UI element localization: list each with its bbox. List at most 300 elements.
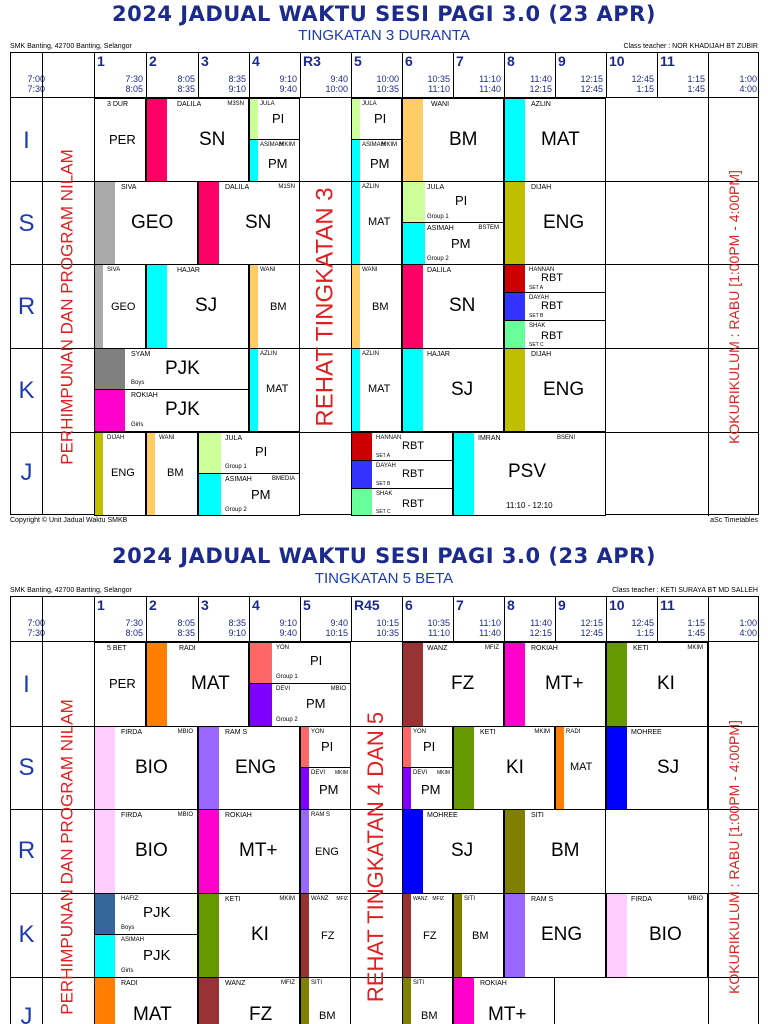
class-code: MKIM — [279, 142, 295, 148]
subject-name: PI — [272, 111, 285, 126]
subject-name: ENG — [543, 379, 585, 400]
subject-name: MT+ — [488, 1004, 527, 1024]
subject-name: PJK — [143, 904, 171, 921]
period-col-3 — [198, 597, 249, 641]
teacher-name: IMRAN — [478, 435, 501, 442]
teacher-name: RAM S — [311, 812, 331, 818]
period-col-11 — [657, 53, 708, 97]
period-end: 12:45 — [580, 628, 603, 638]
subject-name: RBT — [541, 300, 563, 312]
subject-name: BM — [421, 1010, 438, 1022]
software-credit: aSc Timetables — [710, 517, 758, 524]
teacher-name: AZLIN — [260, 351, 278, 357]
class-teacher: Class teacher : KETI SURAYA BT MD SALLEH — [612, 587, 758, 594]
teacher-name: KETI — [633, 645, 649, 652]
period-start: 9:40 — [330, 618, 348, 628]
subject-name: ENG — [235, 757, 277, 778]
period-end: 12:15 — [529, 84, 552, 94]
period-col-5 — [300, 597, 351, 641]
period-number: 1 — [97, 53, 105, 69]
subject-name: MT+ — [239, 840, 278, 861]
subject-name: PI — [374, 111, 387, 126]
group-label: Boys — [131, 380, 145, 386]
lesson-cell[interactable] — [300, 767, 351, 810]
lesson-cell[interactable] — [94, 934, 198, 978]
period-end: 10:35 — [376, 628, 399, 638]
lesson-cell[interactable] — [402, 222, 504, 265]
subject-name: KI — [506, 757, 524, 778]
period-start: 8:35 — [228, 74, 246, 84]
period-end: 1:15 — [636, 84, 654, 94]
day-label: I — [23, 671, 30, 698]
period-end: 8:05 — [125, 84, 143, 94]
teacher-name: ROKIAH — [480, 980, 507, 987]
period-start: 12:15 — [580, 618, 603, 628]
subject-name: PJK — [165, 358, 200, 379]
teacher-name: RADI — [179, 645, 196, 652]
lesson-cell[interactable] — [351, 98, 402, 140]
teacher-name: FIRDA — [631, 896, 652, 903]
teacher-name: DIJAH — [531, 184, 552, 191]
copyright: Copyright © Unit Jadual Waktu SMKB — [10, 517, 128, 524]
teacher-name: RADI — [121, 980, 138, 987]
period-col-6 — [402, 597, 453, 641]
lesson-cell[interactable] — [249, 264, 300, 349]
period-start: 11:40 — [530, 74, 552, 84]
teacher-name: ASIMAH — [260, 142, 284, 148]
lesson-cell[interactable] — [300, 893, 351, 978]
lesson-cell[interactable] — [300, 809, 351, 894]
cocurriculum-banner: KOKURIKULUM : RABU [1:00PM - 4:00PM] — [726, 720, 743, 994]
day-label: R — [17, 837, 36, 864]
lesson-cell[interactable] — [351, 264, 402, 349]
period-end: 1:45 — [687, 84, 705, 94]
teacher-name: DEVI — [413, 770, 428, 776]
teacher-name: WANI — [260, 267, 276, 273]
group-label: Group 2 — [276, 717, 298, 723]
period-end: 11:40 — [479, 84, 501, 94]
period-end: 12:45 — [580, 84, 603, 94]
period-number: 10 — [609, 597, 625, 613]
subject-name: PJK — [165, 399, 200, 420]
class-name: TINGKATAN 3 DURANTA — [298, 27, 470, 44]
subject-name: MAT — [541, 129, 580, 150]
subject-name: BIO — [135, 840, 168, 861]
lesson-cell[interactable] — [351, 488, 453, 516]
lesson-cell[interactable] — [198, 809, 300, 894]
lesson-cell[interactable] — [146, 642, 249, 727]
group-label: SET C — [529, 342, 544, 348]
subject-name: BM — [472, 930, 489, 942]
lesson-cell[interactable] — [555, 726, 606, 810]
period-end: 1:45 — [687, 628, 705, 638]
teacher-name: YON — [413, 729, 427, 735]
lesson-cell[interactable] — [402, 893, 453, 978]
lesson-cell[interactable] — [453, 893, 504, 978]
lesson-cell[interactable] — [402, 642, 504, 727]
period-number: 8 — [507, 53, 515, 69]
subject-name: PI — [310, 653, 323, 668]
teacher-name: 5 BET — [107, 645, 127, 652]
subject-name: FZ — [423, 930, 437, 942]
period-col-1 — [27, 53, 146, 97]
teacher-name: SITI — [311, 980, 323, 986]
subject-name: MAT — [570, 761, 593, 773]
period-start: 9:10 — [279, 74, 297, 84]
teacher-name: DEVI — [276, 686, 291, 692]
subject-name: BM — [167, 467, 184, 479]
group-label: Group 2 — [225, 507, 247, 513]
subject-name: MAT — [368, 216, 391, 228]
period-start: 12:45 — [631, 74, 654, 84]
lesson-cell[interactable] — [249, 348, 300, 432]
lesson-cell[interactable] — [351, 181, 402, 265]
teacher-name: SITI — [531, 812, 544, 819]
lesson-cell[interactable] — [402, 977, 453, 1024]
class-code: MBIO — [177, 729, 193, 735]
period-end: 12:15 — [529, 628, 552, 638]
teacher-name: RADI — [566, 729, 581, 735]
lesson-cell[interactable] — [249, 139, 300, 182]
teacher-name: AZLIN — [531, 101, 551, 108]
day-label: K — [18, 921, 35, 948]
subject-name: ENG — [543, 212, 585, 233]
class-code: M1SN — [278, 184, 295, 190]
lesson-cell[interactable] — [198, 473, 300, 516]
day-label: S — [18, 754, 35, 781]
subject-name: BM — [319, 1010, 336, 1022]
teacher-name: KETI — [225, 896, 241, 903]
period-col-7 — [453, 597, 504, 641]
period-number: 6 — [405, 597, 413, 613]
period-start: 1:00 — [739, 618, 757, 628]
subject-name: MAT — [368, 383, 391, 395]
teacher-name: ASIMAH — [121, 937, 145, 943]
period-number: 2 — [149, 597, 157, 613]
group-label: Group 2 — [427, 256, 449, 262]
period-start: 11:40 — [530, 618, 552, 628]
period-start: 10:15 — [376, 618, 399, 628]
period-col-5 — [351, 53, 402, 97]
lesson-cell[interactable] — [249, 683, 351, 727]
lesson-cell[interactable] — [249, 642, 351, 684]
period-number: 11 — [660, 53, 675, 69]
period-col-2 — [146, 53, 198, 97]
lesson-cell[interactable] — [94, 893, 198, 935]
break-banner: REHAT TINGKATAN 3 — [311, 187, 339, 427]
teacher-name: DALILA — [225, 184, 250, 191]
subject-name: RBT — [541, 330, 563, 342]
period-number: 8 — [507, 597, 515, 613]
lesson-cell[interactable] — [351, 432, 453, 461]
teacher-name: FIRDA — [121, 729, 142, 736]
period-number: 4 — [252, 53, 260, 69]
lesson-cell[interactable] — [504, 181, 606, 265]
lesson-cell[interactable] — [504, 642, 606, 727]
period-start: 1:15 — [687, 74, 705, 84]
class-code: MKIM — [436, 770, 450, 776]
period-col-2 — [146, 597, 198, 641]
sheet-title: 2024 JADUAL WAKTU SESI PAGI 3.0 (23 APR) — [112, 544, 656, 568]
period-end: 4:00 — [739, 84, 757, 94]
lesson-cell[interactable] — [402, 98, 504, 182]
period-start: 7:00 — [27, 618, 45, 628]
subject-name: PI — [321, 739, 334, 754]
period-end: 11:10 — [428, 628, 450, 638]
period-number: 9 — [558, 53, 566, 69]
period-number: 7 — [456, 597, 464, 613]
group-label: SET A — [529, 285, 544, 291]
group-label: Boys — [121, 925, 135, 931]
period-number: 3 — [201, 597, 209, 613]
lesson-cell[interactable] — [198, 432, 300, 474]
subject-name: ENG — [541, 924, 583, 945]
period-header — [11, 53, 758, 98]
group-label: Girls — [131, 422, 144, 428]
lesson-cell[interactable] — [94, 264, 146, 349]
teacher-name: DALILA — [427, 267, 452, 274]
class-code: MFIZ — [485, 645, 499, 651]
period-col-10 — [606, 597, 657, 641]
lesson-cell[interactable] — [606, 726, 708, 810]
lesson-cell[interactable] — [94, 977, 198, 1024]
lesson-cell[interactable] — [94, 809, 198, 894]
class-code: M3SN — [227, 101, 244, 107]
lesson-cell[interactable] — [300, 726, 351, 768]
period-end: 7:30 — [27, 84, 45, 94]
teacher-name: WANZ — [311, 896, 329, 902]
period-end: 7:30 — [27, 628, 45, 638]
timetable-grid — [10, 596, 759, 1024]
period-start: 11:10 — [479, 618, 501, 628]
period-col-7 — [453, 53, 504, 97]
lesson-cell[interactable] — [504, 292, 606, 321]
period-start: 10:35 — [427, 618, 450, 628]
cocurriculum-banner: KOKURIKULUM : RABU [1:00PM - 4:00PM] — [726, 170, 743, 444]
lesson-cell[interactable] — [198, 726, 300, 810]
period-start: 9:40 — [330, 74, 348, 84]
lesson-cell[interactable] — [504, 264, 606, 293]
subject-name: FZ — [451, 673, 475, 694]
teacher-name: AZLIN — [362, 351, 380, 357]
teacher-name: AZLIN — [362, 184, 380, 190]
subject-name: MAT — [266, 383, 289, 395]
subject-name: PJK — [143, 947, 171, 964]
period-end: 8:35 — [177, 628, 195, 638]
teacher-name: MOHREE — [427, 812, 458, 819]
teacher-name: KETI — [480, 729, 496, 736]
subject-name: RBT — [402, 498, 424, 510]
day-label: K — [18, 377, 35, 404]
lesson-cell[interactable] — [402, 809, 504, 894]
class-code: MKIM — [279, 896, 295, 902]
subject-name: SN — [199, 129, 226, 150]
teacher-name: SYAM — [131, 351, 151, 358]
period-start: 7:30 — [125, 618, 143, 628]
period-start: 11:10 — [479, 74, 501, 84]
period-start: 12:45 — [631, 618, 654, 628]
subject-name: ENG — [315, 846, 339, 858]
lesson-cell[interactable] — [198, 977, 300, 1024]
subject-name: PSV — [508, 461, 547, 482]
teacher-name: HAJAR — [427, 351, 450, 358]
group-label: SET C — [376, 509, 391, 515]
group-label: Group 1 — [225, 464, 247, 470]
subject-name: BM — [270, 301, 287, 313]
subject-name: PER — [109, 676, 136, 691]
lesson-cell[interactable] — [94, 642, 146, 727]
period-col-9 — [555, 53, 606, 97]
period-number: R3 — [303, 53, 321, 69]
period-number: 5 — [303, 597, 311, 613]
teacher-name: ASIMAH — [362, 142, 386, 148]
day-label: J — [20, 1003, 33, 1024]
teacher-name: ROKIAH — [131, 392, 158, 399]
subject-name: BM — [551, 840, 580, 861]
period-number: R45 — [354, 597, 380, 613]
lesson-cell[interactable] — [94, 389, 249, 432]
lesson-cell[interactable] — [94, 181, 198, 265]
lesson-cell[interactable] — [300, 977, 351, 1024]
teacher-name: RAM S — [225, 729, 248, 736]
class-code: BMEDIA — [271, 476, 295, 482]
teacher-name: SHAK — [529, 323, 546, 329]
teacher-name: WANZ — [427, 645, 448, 652]
lesson-cell[interactable] — [504, 320, 606, 349]
timetable-sheet-form5 — [0, 540, 768, 1024]
subject-name: KI — [251, 924, 269, 945]
teacher-name: SIVA — [107, 267, 121, 273]
class-code: MKIM — [334, 770, 348, 776]
lesson-cell[interactable] — [146, 98, 249, 182]
lesson-cell[interactable] — [146, 432, 198, 516]
period-col-8 — [504, 53, 555, 97]
group-label: SET A — [376, 453, 391, 459]
lesson-cell[interactable] — [198, 893, 300, 978]
teacher-name: HAFIZ — [121, 896, 139, 902]
teacher-name: HAJAR — [177, 267, 200, 274]
group-label: Girls — [121, 968, 134, 974]
period-end: 8:05 — [125, 628, 143, 638]
subject-name: SJ — [657, 757, 680, 778]
subject-name: SN — [449, 295, 476, 316]
subject-name: SN — [245, 212, 272, 233]
lesson-cell[interactable] — [504, 893, 606, 978]
subject-name: GEO — [111, 301, 136, 313]
teacher-name: SHAK — [376, 491, 393, 497]
lesson-cell[interactable] — [453, 432, 606, 516]
lesson-cell[interactable] — [504, 348, 606, 432]
period-number: 7 — [456, 53, 464, 69]
teacher-name: WANZ — [225, 980, 246, 987]
group-label: Group 1 — [276, 674, 298, 680]
lesson-cell[interactable] — [402, 726, 453, 768]
period-col-4 — [249, 597, 300, 641]
lesson-cell[interactable] — [94, 348, 249, 390]
period-col-4 — [249, 53, 300, 97]
period-start: 12:15 — [580, 74, 603, 84]
lesson-cell[interactable] — [402, 348, 504, 432]
period-col-10 — [606, 53, 657, 97]
period-header — [11, 597, 758, 642]
class-code: MFIZ — [281, 980, 295, 986]
period-start: 1:00 — [739, 74, 757, 84]
class-code: BSENI — [556, 435, 575, 441]
day-label: R — [17, 293, 36, 320]
teacher-name: ROKIAH — [531, 645, 558, 652]
lesson-cell[interactable] — [198, 181, 300, 265]
lesson-cell[interactable] — [94, 432, 146, 516]
teacher-name: DALILA — [177, 101, 202, 108]
period-end: 8:35 — [177, 84, 195, 94]
teacher-name: DIJAH — [531, 351, 552, 358]
subject-name: BM — [372, 301, 389, 313]
class-teacher: Class teacher : NOR KHADIJAH BT ZUBIR — [623, 43, 758, 50]
lesson-cell[interactable] — [504, 98, 606, 182]
period-start: 10:35 — [427, 74, 450, 84]
subject-name: PM — [268, 156, 288, 171]
lesson-cell[interactable] — [504, 809, 606, 894]
teacher-name: YON — [276, 645, 290, 651]
period-number: 1 — [97, 597, 105, 613]
subject-name: MAT — [133, 1004, 172, 1024]
lesson-cell[interactable] — [146, 264, 249, 349]
teacher-name: ROKIAH — [225, 812, 252, 819]
subject-name: PM — [421, 782, 441, 797]
teacher-name: 3 DUR — [107, 101, 129, 108]
period-col-8 — [504, 597, 555, 641]
lesson-cell[interactable] — [402, 767, 453, 810]
teacher-name: DEVI — [311, 770, 326, 776]
period-col-cocu — [708, 597, 760, 641]
lesson-cell[interactable] — [402, 264, 504, 349]
period-number: 10 — [609, 53, 625, 69]
lesson-cell[interactable] — [249, 98, 300, 140]
class-code: MFIZ — [336, 896, 348, 902]
period-end: 9:10 — [228, 628, 246, 638]
lesson-cell[interactable] — [453, 977, 555, 1024]
class-code: MFIZ — [432, 896, 444, 902]
subject-name: PM — [251, 487, 271, 502]
break-banner: REHAT TINGKATAN 4 DAN 5 — [363, 711, 389, 1003]
lesson-cell[interactable] — [606, 642, 708, 727]
subject-name: BIO — [649, 924, 682, 945]
period-col-r3 — [300, 53, 351, 97]
lesson-cell[interactable] — [402, 181, 504, 223]
lesson-cell[interactable] — [351, 139, 402, 182]
lesson-cell[interactable] — [94, 98, 146, 182]
subject-name: GEO — [131, 212, 174, 233]
subject-name: PI — [423, 739, 436, 754]
period-end: 10:15 — [325, 628, 348, 638]
period-number: 4 — [252, 597, 260, 613]
lesson-cell[interactable] — [606, 893, 708, 978]
subject-name: PI — [255, 444, 268, 459]
assembly-banner: PERHIMPUNAN DAN PROGRAM NILAM — [58, 149, 78, 465]
teacher-name: ASIMAH — [427, 225, 454, 232]
teacher-name: HANNAN — [376, 435, 402, 441]
teacher-name: WANI — [362, 267, 378, 273]
teacher-name: SITI — [413, 980, 425, 986]
day-label: J — [20, 459, 33, 486]
lesson-cell[interactable] — [351, 460, 453, 489]
lesson-cell[interactable] — [94, 726, 198, 810]
class-code: MBIO — [177, 812, 193, 818]
lesson-cell[interactable] — [351, 348, 402, 432]
lesson-cell[interactable] — [453, 726, 555, 810]
subject-name: BM — [449, 129, 478, 150]
timetable-grid — [10, 52, 759, 515]
